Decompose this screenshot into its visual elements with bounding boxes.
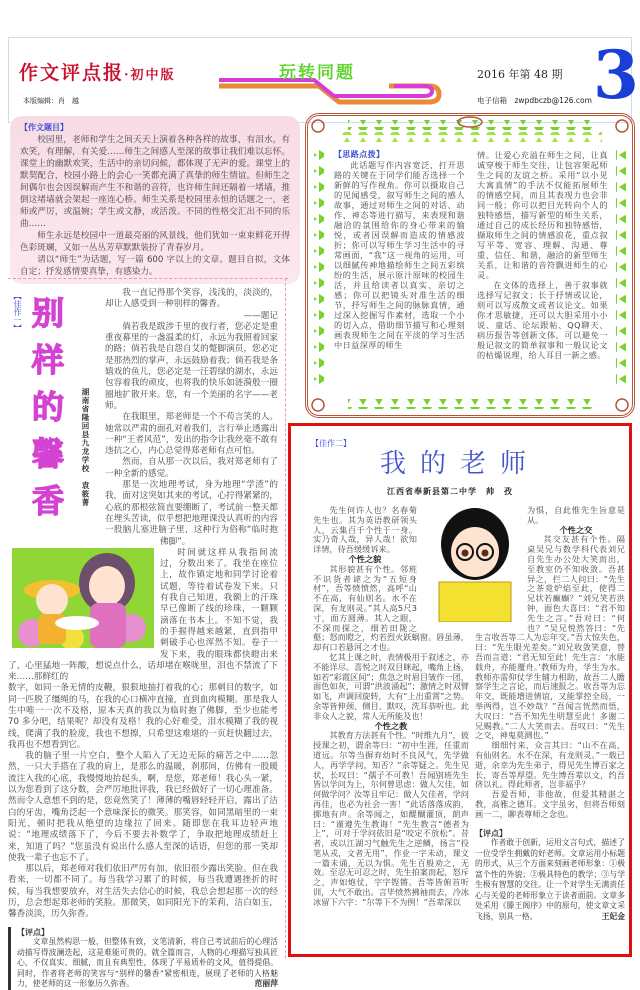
cartoon-illustration-icon — [12, 548, 154, 648]
article2-title: 我的老师 — [379, 449, 540, 479]
article2-author: 江西省奉新县第二中学 帅 孜 — [387, 487, 513, 496]
prompt-paragraph: 请以“师生”为话题，写一篇 600 字以上的文章。题目自拟，文体自定；抒发感情要真挚，有感染力。 — [20, 255, 290, 277]
guide-col — [334, 150, 465, 360]
review-tag: 【评点】 — [17, 926, 49, 937]
article2-paragraph: 吾爱吾师，非他故，但爱其精湛之教，高雅之德耳。文字虽劣，但将吾师刻画一二，聊表尊师之念也。 — [475, 789, 625, 819]
guide-col — [477, 150, 608, 360]
article2-paragraph: 先生何许人也？名春菊先生也。其为英语教研领头人，云集百千个性于一身。实乃奇人哉，异人哉！欲知详情，待吾缓缓诉来。 — [313, 505, 417, 555]
prompt-paragraph: 校园里，老师和学生之间天天上演着各种各样的故事，有泪水，有欢笑，有理解，有关爱……师生之间感人至深的故事让我们难以忘怀。课堂上的幽默欢笑，生活中的亲切问候，都体现了无声的爱。课堂上的默契配合，校园小路上的会心一笑都充满了真挚的师生情谊。但师生之间偶尔也会因误解而产生不和谐的音符，也许师生间还隔着一堵墙，推倒这堵墙就会架起一座连心桥。师生关系是校园里永恒的话题之一，老师或严厉，或温婉；学生或文静，或活泼。不同的性格交汇出不同的乐曲…… — [20, 135, 290, 229]
prompt-box — [10, 116, 300, 284]
article2-box — [288, 423, 632, 957]
teacher-student-illustration — [12, 548, 154, 648]
paper-name-text: 作文评点报 — [19, 62, 125, 84]
guide-columns — [334, 150, 608, 360]
guide-tag: 【思路点拨】 — [334, 150, 385, 159]
article1-paragraph: 然而，自从那一次以后，我对郑老师有了一种全新的感觉。 — [105, 457, 278, 479]
divider — [285, 278, 286, 958]
epigraph: 我一直记得那个笑容，浅浅的，淡淡的，却让人感受到一种别样的馨香。 — [105, 288, 278, 310]
article2-column2 — [475, 506, 625, 922]
edition-label: ·初中版 — [124, 68, 176, 83]
guide-paragraph: 此话题写作内容宽泛，打开思路的关键在于同学们能否选择一个新鲜的写作视角。你可以摄取自己的见闻感受，叙写师生之间的感人故事，通过对师生之间的对话、动作、神态等进行描写，来表现和谐融洽的氛围给你的身心带来的愉悦，或者因误解而造成的情感波折；你可以写师生学习生活中的寻常画面，“我”这一视角的运用，可以细腻传神地描绘师生之间五彩缤纷的生活，展示原汁原味的校园生活，并且给读者以真实、亲切之感；你可以把镜头对准生活的细节，抒写师生之间的脉脉真情，通过深入挖掘写作素材，选取一个小的切入点，借助细节描写和心理刻画表现师生之间在平淡的学习生活中日益深厚的师生 — [334, 160, 465, 350]
prompt-paragraph: 师生永远是校园中一道最亮丽的风景线，他们犹如一束束鲜花开得色彩斑斓，又如一丛丛芳草默默装扮了青春岁月。 — [20, 231, 290, 253]
subheading: 个性之教 — [374, 720, 408, 731]
article1-author: 湖南省隆回县九龙学校 袁筱菁 — [81, 388, 90, 507]
image-spacer — [475, 506, 527, 624]
article1-tag: 【佳作一】 — [13, 292, 22, 332]
guide-paragraph: 情。让爱心充溢在师生之间，让真诚穿梭于师生交往，让包容架起师生之间的友谊之桥。采用“以小见大寓真情”的手法不仅能拓展师生的情感空间，而且其表现力也会非同一般；你可以把目光转向个人的独特感悟，描写新型的师生关系，通过自己的成长经历和独特感悟，撷取师生之间的情感浪花，重点叙写平等、宽容、理解、沟通、尊重、信任、和谐，融洽的新型师生关系，让和谐的音符飘进师生的心灵。 — [477, 150, 608, 280]
subheading: 个性之交 — [559, 524, 593, 535]
title-spacer — [8, 288, 105, 546]
epigraph-sign: ——题记 — [243, 310, 278, 321]
article2-paragraph: 细细忖来，众言其曰：“山不在高，有仙则名。水不在深，有龙则灵。”一载已逝，余幸为先生弟子，得见先生博百家之长，寄吾等厚望。先生博吾辈以文，约吾侪以礼。得此师者，岂非福乎？ — [475, 740, 625, 790]
article1-paragraph: 那是一次地理考试，身为地理“学渣”的我，面对这突如其来的考试，心拧得紧紧的，心底的那根弦简直要绷断了，考试前一整天都在埋头苦读，似乎想把地理课没认真听的内容一股脑儿塞进脑子里，这种行为俗称“临时抱佛脚”。 — [105, 480, 278, 547]
guide-paragraph: 在文体的选择上，善于叙事就选择写记叙文；长于抒情或议论，则可以写成散文或者议论文。如果你才思敏捷，还可以大胆采用小小说、童话、论坛跟帖、QQ聊天、病历报告等创新文体，可以避免一般记叙文的简单叙事和一般议论文的枯燥说理，给人耳目一新之感。 — [477, 280, 608, 360]
article2-tag: 【佳作二】 — [311, 439, 351, 448]
column-title: 玩转同题 — [279, 63, 355, 83]
article1-paragraph: 那以后，郑老师对我们依旧严厉有加，依旧很少露出笑脸。但在我看来，一切都不同了。每当我学习累了的时候，每当我遭遇挫折的时候，每当我想要放弃，对生活失去信心的时候，我总会想起那一次的经历，总会想起郑老师的笑脸。那微笑，如同阳光下的茉莉，洁白如玉，馨香淡淡，历久弥香。 — [8, 864, 278, 920]
email[interactable]: 电子信箱 zwpdbczb@126.com — [477, 96, 592, 105]
article2-paragraph: 为惧，自此惟先生旨意是从。 — [527, 505, 625, 525]
article2-paragraph: 其形貌甚有个性。邻班不识货者谑之为“五短身材”，吾等愤愤然，高呼“山不在高，有仙则名。水不在深，有龙则灵。”其人高5尺3寸，面方圆薄。其人之眼，不深而探之，细若田陇之壑；怒而瞪之，灼若烈火跃蜗窗。唇虽薄，却有口若悬河之才也。 — [313, 563, 469, 653]
subheading: 个性之貌 — [348, 553, 382, 564]
article1-body — [8, 288, 278, 990]
image-spacer — [417, 506, 469, 624]
reviewer: 范丽萍 — [254, 979, 278, 989]
paper-name — [19, 58, 176, 85]
page-number: 3 — [593, 36, 639, 114]
issue-number: 2016 年第 48 期 — [477, 68, 563, 81]
reviewer: 王妃金 — [601, 911, 625, 921]
review-text: 作者敢于创新，运用文言句式，描述了一位受学生拥戴的好老师。文章运用小标题的形式，从三个方面来刻画老师形象：①极富个性的外貌；②极具特色的教学；③与学生极有智慧的交往。让一个对学生无满责任心与关爱的老师形象立于读者面前。文章多处采用《滕王阁序》中的原句，使文章文采飞扬，别具一格。 — [475, 838, 625, 921]
masthead — [8, 36, 639, 123]
article1-paragraph: 我的脑子里一片空白，整个人陷入了无边无际的痛苦之中……忽然，一只大手搭在了我的肩上，是那么的温暖，刹那间，仿佛有一股暖流注入我的心底，我慢慢地抬起头，啊，是您，郑老师！我心头一紧，以为您看到了这分数，会严厉地批评我，我已经做好了一切心理准备。然而令人意想不到的是，您竟然笑了！薄薄的嘴唇轻轻开启，露出了洁白的牙齿，嘴角泛起一个意味深长的微笑。那笑容，如同黑暗里的一束阳光，顿时把我从绝望的边缘拉了回来。随即您在我耳边轻声地说：“地理成绩落下了，今后不要去补数学了，争取把地理成绩赶上来，知道了吗？”您虽没有说出什么感人至深的话语，但您的那一笑却使我一辈子也忘不了。 — [8, 751, 278, 863]
article2-column1 — [313, 506, 469, 908]
article1-paragraph: 倘若我是跋涉千里的夜行者，您必定是重重夜幕里的一盏温柔的灯，永远为我照着回家的路；倘若我是自怨自艾的蹩脚演员，您必定是那热烈的掌声，永远鼓励着我；倘若我是条嬉戏的鱼儿，您必定是一汪碧绿的湖水，永远包容着我的顽皮，也将我的快乐如涟漪般一圈圈地扩散开来。您，有一个美丽的名字——老师。 — [105, 321, 278, 411]
review-text: 文章虽然构思一般，但整体有致，文笔清新，将自己考试前后的心理活动描写得波澜迭起，这是难能可贵的。就全篇而言，人物的心理描写独具匠心，不仅真实、细腻，而且有典型性，体现了平易质朴的文风，值得提倡。同时，作者将老师的笑容与“别样的馨香”紧密相连，展现了老师的人格魅力，使老师的这一形象历久弥香。 — [17, 937, 278, 989]
divider — [8, 278, 288, 279]
article1-title: 别样的馨香 — [27, 296, 65, 531]
article1-review — [8, 927, 278, 990]
article1-paragraph: 数字，如同一条无情的皮鞭，狠狠地抽打着我的心；那刺目的数字，如同一匹脱了缰绳的马，在我的心口横冲直撞，直到血肉模糊。那是我人生中唯一一次不及格，原本天真的我以为临时抱了佛脚，至少也能考 70 多分吧，结果呢？却没有及格！我的心好难受，泪水模糊了我的视线，爬满了我的脸庞，我也不想擦，只希望这难堪的一页赶快翻过去，我再也不想看到它。 — [8, 683, 278, 750]
article2-paragraph: 其教育方法甚有个性。“时维九月”，彼授课之初，谓余等曰：“初中生涯，任重而道远。尔等当摒弃幼时不良风气，先学做人，再学学问，知否？”余等疑之。先生见状，长叹曰：“孺子不可教！吾闻别班先生皆以学问为上，尔何曾思虑：做人欠佳，如何做学问？汝等且牢记：做人欠佳者，学问再佳，也必为社会一害！”此话落落成韵，掷地有声。余等闻之，如醍醐灌顶，朗声曰：“谨遵先生教诲！”先生教言“德者为上”，可对于学问依旧是“咬定不放松”。昔者，或以江湖习气触先生之逆鳞，扬言“投笔从戎，文者无用”，作业一字未动，课文一篇未诵，无以为惧。先生百般劝之，无效。至忍无可忍之时，先生拍案而起，怒斥之，声如炮仗，字字铿锵。吾等皆俯首听训，大气不敢出。言毕愤然拂袖而去，冷冰冰留下六字：“尔等下不为例！”吾辈深以 — [313, 730, 469, 907]
editor-credit: 本版编辑：肖 越 — [23, 97, 79, 105]
article2-paragraph: 其交友甚有个性。隔桌吴兄与数学科代表刘兄自先生办公处大笑而出，至教室仍不知收敛。吾甚异之，拦二人问曰：“先生之茶竟炉焰至此，使得二兄状若癫癫？”刘兄笑若洪钟，面色大喜曰：“君不知先生之言。”吾对曰：“何也？”吴兄悦然答曰：“先生言收吾等二人为忘年交。”吾大惊失色，曰：“先生眼光差矣。”刘兄收敛笑意，替吾而言道：“君无知至此！先生言：‘水能载舟，亦能覆舟。’教师为舟，学生为水。教师亦需仰仗学生辅力相助，故吾二人瞻察学生之言论，而后速报之。收吾等为忘年交，既能增进情谊，又能掌控全局，一举两得，岂不妙哉？”吾闻言恍然而悟，大叹曰：“吾不知先生明慧至此！多谢二兄赐教。”二人大笑而去。吾叹曰：“先生之交，神鬼莫测也。” — [475, 534, 625, 741]
guide-frame — [305, 113, 635, 418]
article1-paragraph: 时间就这样从我指间流过，分数出来了。我坐在座位上，故作镇定地和同学讨论着试题，等待着试卷发下来。只有我自己知道，我额上的汗珠早已像断了线的珍珠，一颗颗滴落在书本上。不知不觉，我的手握得越来越紧，直到指甲刺破手心也浑然不知。卷子一发下来，我的眼珠都快瞪出来了，心里猛地一阵酸，想说点什么，话却堵在喉咙里，泪也不禁流了下来……那鲜红的 — [8, 547, 278, 683]
article1-paragraph: 在我眼里，郑老师是一个不苟言笑的人。她常以严肃的面孔对着我们，言行举止透露出一种“王者风范”，发出的指令让我丝毫不敢有违抗之心，内心总觉得郑老师有点可怕。 — [105, 412, 278, 457]
prompt-tag: 【作文题目】 — [20, 123, 68, 132]
review-tag: 【评点】 — [475, 827, 507, 838]
article2-review — [475, 828, 625, 923]
article2-paragraph: 忆其上课之时，表情极用于叙述之，亦不能详尽。喜悦之时双目眯起，嘴角上扬，如若“彩霞区间”；焦急之时眉目皱作一团，面色如灰，可谓“洪波涌起”；激情之时双臂如飞，声调回旋转，大有“上出重霄”之势。余等皆伸颈、侧目、默叹，洗耳恭听也。此非众人之貌，常人无所能及也！ — [313, 651, 469, 721]
